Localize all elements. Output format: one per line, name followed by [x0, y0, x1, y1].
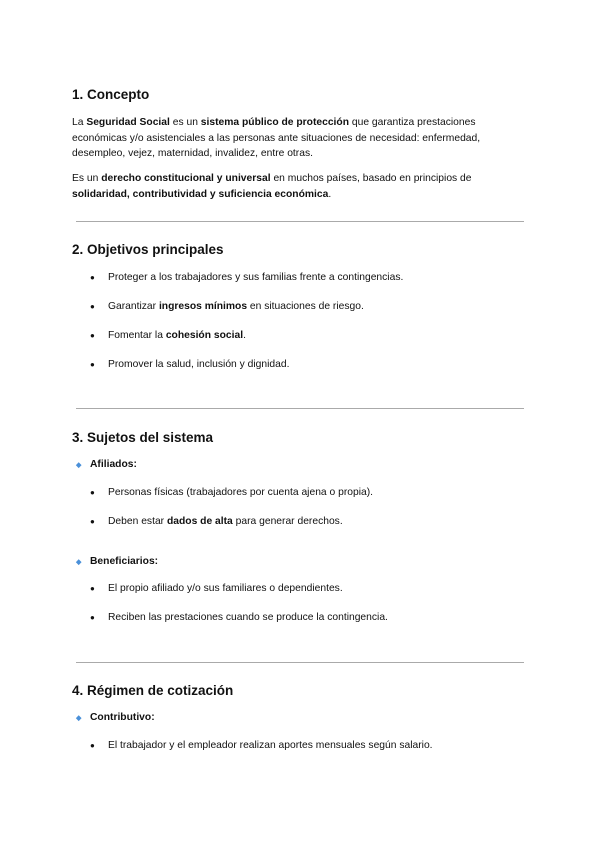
section-3-title: 3. Sujetos del sistema: [72, 430, 214, 445]
list-item-text: Fomentar la cohesión social.: [108, 330, 246, 341]
subheading-afiliados: [76, 459, 137, 470]
subheading-beneficiarios: [76, 556, 158, 567]
subheading-contributivo: [76, 712, 155, 723]
concept-paragraph-2: Es un derecho constitucional y universal en muchos países, basado en principios de solidaridad, contributividad y suficiencia económica.: [72, 173, 472, 200]
list-item: [90, 358, 289, 372]
diamond-bullet-icon: ◆: [76, 558, 82, 566]
list-item: [90, 271, 403, 285]
bullet-icon: ●: [90, 273, 95, 282]
list-item: [90, 611, 388, 625]
list-item: [90, 582, 343, 596]
subheading-label: Afiliados:: [90, 459, 137, 470]
concept-paragraph-1: La Seguridad Social es un sistema público de protección que garantiza prestaciones económicas y/o asistenciales a las personas ante situaciones de necesidad: enfermedad, desempleo, vejez, maternidad, invalidez, entre otras.: [72, 117, 481, 160]
list-item-text: Reciben las prestaciones cuando se produce la contingencia.: [108, 612, 388, 623]
section-1-title: 1. Concepto: [72, 87, 150, 102]
diamond-bullet-icon: ◆: [76, 461, 82, 469]
list-item-text: Deben estar dados de alta para generar derechos.: [108, 516, 343, 527]
list-item-text: El trabajador y el empleador realizan aportes mensuales según salario.: [108, 740, 433, 751]
bullet-icon: ●: [90, 488, 95, 497]
subheading-label: Contributivo:: [90, 712, 155, 723]
bullet-icon: ●: [90, 302, 95, 311]
list-item-text: Garantizar ingresos mínimos en situaciones de riesgo.: [108, 301, 364, 312]
list-item: [90, 300, 364, 314]
list-item-text: Proteger a los trabajadores y sus familias frente a contingencias.: [108, 272, 404, 283]
subheading-label: Beneficiarios:: [90, 556, 159, 567]
list-item: [90, 329, 246, 343]
bullet-icon: ●: [90, 741, 95, 750]
diamond-bullet-icon: ◆: [76, 714, 82, 722]
list-item-text: El propio afiliado y/o sus familiares o dependientes.: [108, 583, 343, 594]
section-divider: [76, 221, 524, 222]
list-item-text: Personas físicas (trabajadores por cuenta ajena o propia).: [108, 487, 374, 498]
section-4-title: 4. Régimen de cotización: [72, 683, 234, 698]
list-item-text: Promover la salud, inclusión y dignidad.: [108, 359, 290, 370]
bullet-icon: ●: [90, 331, 95, 340]
bullet-icon: ●: [90, 613, 95, 622]
bullet-icon: ●: [90, 360, 95, 369]
bullet-icon: ●: [90, 517, 95, 526]
section-2-title: 2. Objetivos principales: [72, 242, 224, 257]
list-item: [90, 515, 343, 529]
list-item: [90, 486, 373, 500]
section-divider: [76, 408, 524, 409]
bullet-icon: ●: [90, 584, 95, 593]
section-divider: [76, 662, 524, 663]
list-item: [90, 739, 433, 753]
